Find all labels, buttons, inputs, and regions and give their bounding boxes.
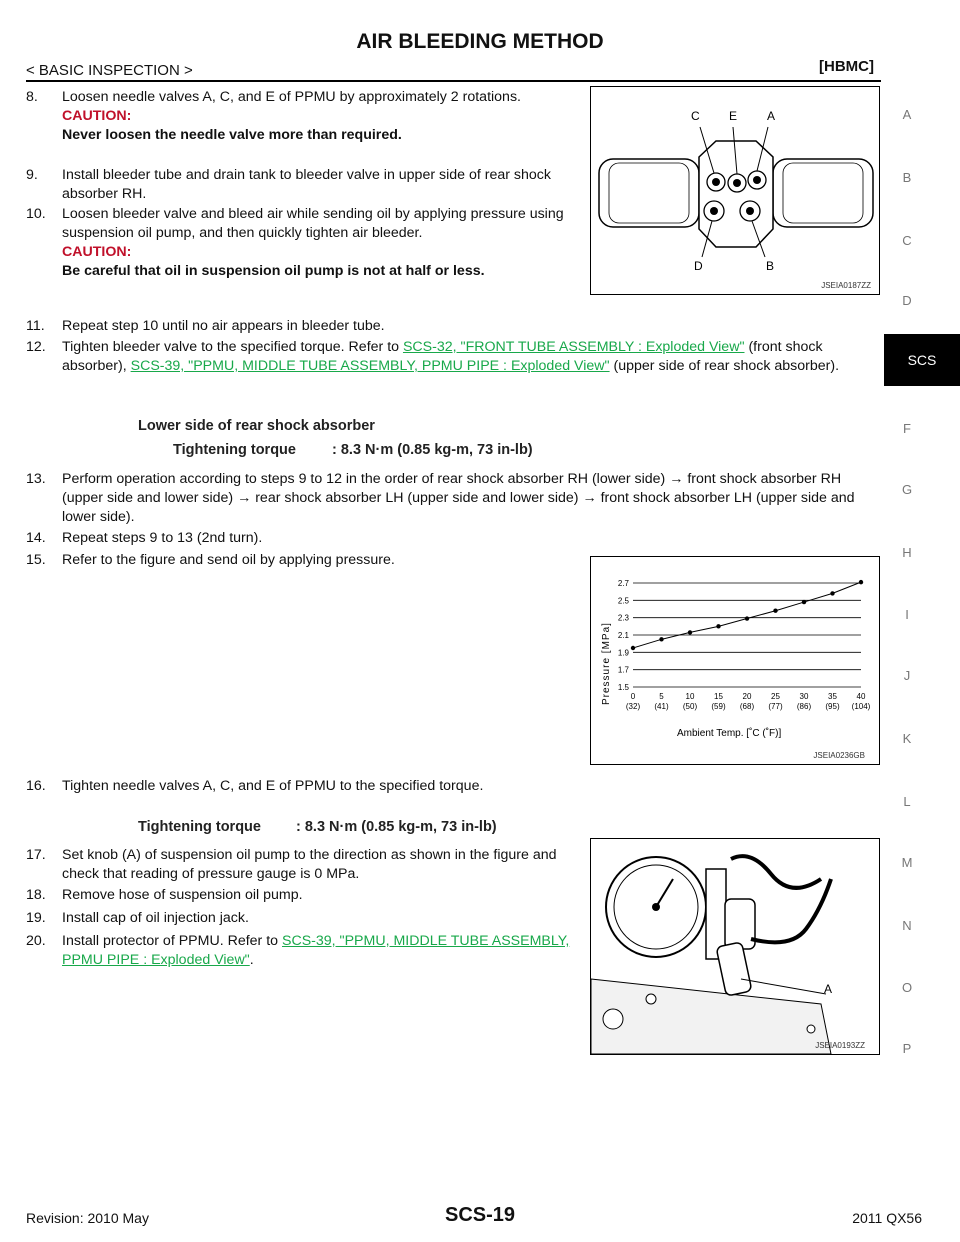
step-text: Remove hose of suspension oil pump. <box>62 887 303 903</box>
step-number: 12. <box>26 339 46 355</box>
step-text: Install cap of oil injection jack. <box>62 910 249 926</box>
caution-text: Be careful that oil in suspension oil pump is not at half or less. <box>62 263 485 279</box>
step-16 <box>26 777 886 796</box>
side-index-c[interactable]: C <box>902 233 912 248</box>
valve-label-c: C <box>691 109 700 123</box>
torque-label: Tightening torque <box>173 442 296 458</box>
side-index-a[interactable]: A <box>902 107 912 122</box>
valve-label-b: B <box>766 259 775 273</box>
step-10 <box>26 205 578 281</box>
step-number: 18. <box>26 887 46 903</box>
x-tick-sublabel: (104) <box>851 702 871 711</box>
torque-value: : 8.3 N·m (0.85 kg-m, 73 in-lb) <box>296 819 497 835</box>
step-number: 17. <box>26 847 46 863</box>
y-tick-label: 1.7 <box>617 665 629 675</box>
pressure-chart-figure <box>590 556 880 765</box>
step-20 <box>26 932 578 970</box>
data-point <box>802 600 806 604</box>
caution-text: Never loosen the needle valve more than required. <box>62 127 402 143</box>
x-tick-sublabel: (41) <box>654 702 669 711</box>
data-point <box>773 609 777 613</box>
chart-ylabel: Pressure [MPa] <box>601 622 612 705</box>
x-tick-sublabel: (50) <box>682 702 698 711</box>
x-tick-label: 35 <box>828 692 837 701</box>
step-9 <box>26 166 578 204</box>
torque-label: Tightening torque <box>138 819 261 835</box>
x-tick-sublabel: (95) <box>825 702 840 711</box>
step-number: 13. <box>26 471 46 487</box>
side-index-scs-active[interactable]: SCS <box>884 334 960 386</box>
caution-label: CAUTION: <box>62 108 132 124</box>
data-point <box>659 637 663 641</box>
step-text: Repeat step 10 until no air appears in bleeder tube. <box>62 318 385 334</box>
page-number: SCS-19 <box>444 1204 516 1226</box>
side-index-g[interactable]: G <box>901 482 913 497</box>
x-tick-label: 15 <box>714 692 723 701</box>
step-number: 15. <box>26 552 46 568</box>
header-rule <box>26 80 881 82</box>
x-tick-sublabel: (77) <box>768 702 783 711</box>
page-title: AIR BLEEDING METHOD <box>356 30 604 53</box>
step-18 <box>26 886 578 905</box>
step-12 <box>26 338 878 376</box>
x-tick-sublabel: (86) <box>796 702 812 711</box>
step-13 <box>26 470 878 527</box>
side-index-d[interactable]: D <box>902 293 912 308</box>
data-point <box>688 630 692 634</box>
step-text: Loosen needle valves A, C, and E of PPMU by approximately 2 rotations. <box>62 89 521 105</box>
figure-id: JSEIA0187ZZ <box>821 281 871 290</box>
step-number: 8. <box>26 89 38 105</box>
breadcrumb: < BASIC INSPECTION > <box>26 62 193 79</box>
figure-id: JSEIA0236GB <box>813 751 865 760</box>
step-text: (upper side of rear shock absorber). <box>609 358 840 374</box>
figure-id: JSEIA0193ZZ <box>815 1041 865 1050</box>
step-text: Perform operation according to steps 9 to 12 in the order of rear shock absorber RH (lower side) → front shock absorber RH (upper side and lower side) → rear shock absorber LH (upper side and lower side) → front shock absorber LH (upper side and lower side). <box>62 471 855 525</box>
side-index-o[interactable]: O <box>901 980 913 995</box>
step-text: . <box>249 952 254 968</box>
step-number: 9. <box>26 167 38 183</box>
pressure-chart <box>591 557 879 764</box>
y-tick-label: 2.7 <box>617 579 629 588</box>
y-tick-label: 2.5 <box>617 596 629 606</box>
x-tick-label: 25 <box>771 692 780 701</box>
step-text: Install protector of PPMU. Refer to <box>62 933 282 949</box>
x-tick-label: 30 <box>799 692 809 701</box>
step-number: 20. <box>26 933 46 949</box>
y-tick-label: 2.1 <box>617 631 629 640</box>
data-point <box>830 591 834 595</box>
x-tick-sublabel: (32) <box>625 702 641 711</box>
pump-illustration <box>591 839 879 1054</box>
x-tick-sublabel: (59) <box>711 702 726 711</box>
side-index-j[interactable]: J <box>903 668 911 683</box>
step-number: 16. <box>26 778 46 794</box>
step-14 <box>26 529 878 548</box>
step-number: 11. <box>26 318 45 334</box>
step-text: Tighten bleeder valve to the specified torque. Refer to <box>62 339 403 355</box>
side-index-l[interactable]: L <box>903 794 911 809</box>
valve-label-a: A <box>767 109 776 123</box>
step-11 <box>26 317 886 336</box>
knob-label-a: A <box>824 982 833 996</box>
data-point <box>716 624 720 628</box>
model-code: [HBMC] <box>819 58 874 75</box>
data-point <box>859 580 863 584</box>
ref-link-front-tube[interactable]: SCS-32, "FRONT TUBE ASSEMBLY : Exploded View" <box>402 339 745 355</box>
y-tick-label: 1.5 <box>617 683 629 692</box>
y-tick-label: 1.9 <box>617 648 629 658</box>
ppmu-illustration <box>591 87 879 294</box>
valve-label-d: D <box>694 259 703 273</box>
side-index-b[interactable]: B <box>902 170 912 185</box>
step-text: Repeat steps 9 to 13 (2nd turn). <box>62 530 263 546</box>
x-tick-label: 0 <box>630 692 636 701</box>
caution-label: CAUTION: <box>62 244 132 260</box>
side-index-h[interactable]: H <box>902 545 912 560</box>
step-8 <box>26 88 578 145</box>
x-tick-label: 20 <box>742 692 752 701</box>
x-tick-label: 5 <box>659 692 664 701</box>
step-number: 10. <box>26 206 46 222</box>
side-index-i[interactable]: I <box>905 607 909 622</box>
y-tick-label: 2.3 <box>617 613 629 623</box>
side-index-k[interactable]: K <box>902 731 912 746</box>
step-17 <box>26 846 578 884</box>
step-text: (front shock absorber), <box>62 339 823 374</box>
model-year: 2011 QX56 <box>852 1210 922 1226</box>
ref-link-ppmu[interactable]: SCS-39, "PPMU, MIDDLE TUBE ASSEMBLY, PPMU PIPE : Exploded View" <box>130 358 610 374</box>
revision-date: Revision: 2010 May <box>26 1210 149 1226</box>
chart-xlabel: Ambient Temp. [˚C (˚F)] <box>677 728 782 739</box>
lower-side-heading: Lower side of rear shock absorber <box>138 418 375 434</box>
side-index-m[interactable]: M <box>901 855 913 870</box>
step-text: Tighten needle valves A, C, and E of PPMU to the specified torque. <box>62 778 484 794</box>
x-tick-label: 40 <box>856 692 866 701</box>
side-index-f[interactable]: F <box>903 421 911 436</box>
series-line <box>633 582 861 648</box>
step-15 <box>26 551 578 570</box>
step-text: Refer to the figure and send oil by applying pressure. <box>62 552 395 568</box>
data-point <box>631 646 635 650</box>
side-index-n[interactable]: N <box>902 918 912 933</box>
data-point <box>745 616 749 620</box>
step-number: 14. <box>26 530 46 546</box>
step-text: Install bleeder tube and drain tank to bleeder valve in upper side of rear shock absorber RH. <box>62 167 551 202</box>
step-text: Loosen bleeder valve and bleed air while sending oil by applying pressure using suspension oil pump, and then quickly tighten air bleeder. <box>62 206 564 241</box>
valve-label-e: E <box>729 109 738 123</box>
pump-figure <box>590 838 880 1055</box>
step-19 <box>26 909 578 928</box>
x-tick-sublabel: (68) <box>739 702 755 711</box>
ppmu-figure <box>590 86 880 295</box>
x-tick-label: 10 <box>685 692 695 701</box>
step-number: 19. <box>26 910 46 926</box>
side-index-p[interactable]: P <box>902 1041 912 1056</box>
ref-link-ppmu[interactable]: SCS-39, "PPMU, MIDDLE TUBE ASSEMBLY, PPMU PIPE : Exploded View" <box>62 933 570 968</box>
step-text: Set knob (A) of suspension oil pump to the direction as shown in the figure and check that reading of pressure gauge is 0 MPa. <box>62 847 557 882</box>
torque-value: : 8.3 N·m (0.85 kg-m, 73 in-lb) <box>332 442 533 458</box>
